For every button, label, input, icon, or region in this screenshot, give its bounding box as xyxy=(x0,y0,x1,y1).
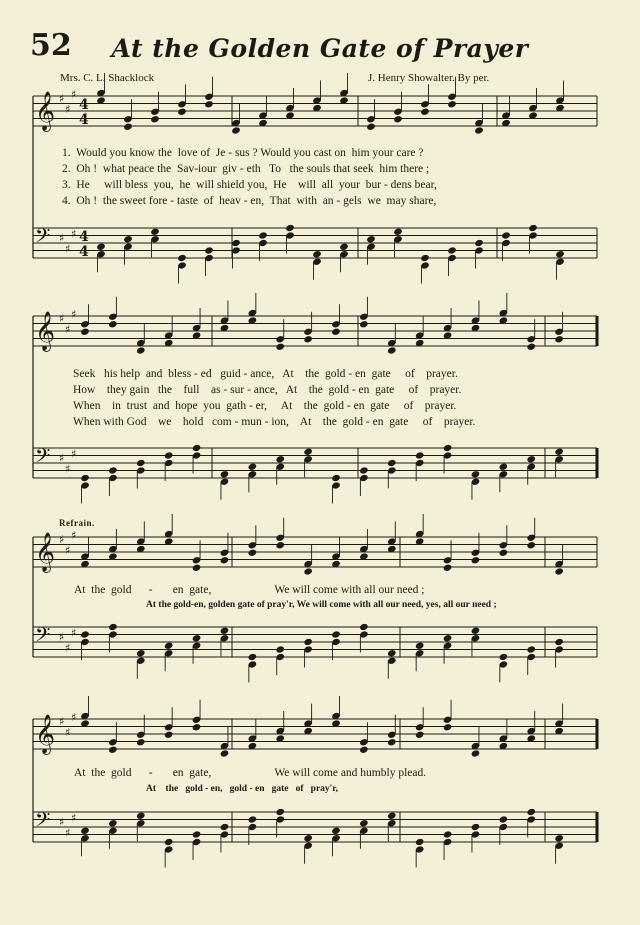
note-head xyxy=(80,630,90,638)
note-head xyxy=(164,731,174,739)
note-head xyxy=(528,224,538,232)
sharp-icon: ♯ xyxy=(65,544,71,557)
note-head xyxy=(415,451,425,459)
note-head xyxy=(366,235,376,243)
note-head xyxy=(526,343,536,351)
note-head xyxy=(248,463,258,471)
note-head xyxy=(303,834,313,842)
note-head xyxy=(471,470,481,478)
verse-block-2 xyxy=(73,368,475,432)
sharp-icon: ♯ xyxy=(71,811,77,825)
note-head xyxy=(359,623,369,631)
words-credit: Mrs. C. L. Shacklock xyxy=(60,72,155,84)
bass-clef-icon: 𝄢 xyxy=(35,444,51,472)
note-head xyxy=(387,812,397,820)
note-head xyxy=(192,723,202,731)
note-head xyxy=(177,254,187,262)
note-head xyxy=(443,723,453,731)
refrain-line-1-lower: At the gold-en, golden gate of pray'r, We will come with all our need, yes, all our need ; xyxy=(146,600,497,610)
verse-2-line-2: How they gain the full as - sur - ance, At the gold - en gate of prayer. xyxy=(73,384,462,396)
note-head xyxy=(108,466,118,474)
sharp-icon: ♯ xyxy=(65,641,71,655)
note-head xyxy=(123,123,133,131)
hymn-number: 52 xyxy=(30,28,72,63)
note-head xyxy=(204,100,214,108)
time-signature-top: 4 xyxy=(79,229,89,245)
note-head xyxy=(555,250,565,258)
sharp-icon: ♯ xyxy=(71,626,77,640)
note-head xyxy=(80,328,90,336)
note-head xyxy=(415,642,425,650)
sharp-icon: ♯ xyxy=(71,227,77,241)
note-head xyxy=(415,731,425,739)
note-head xyxy=(231,126,241,134)
note-head xyxy=(108,623,118,631)
note-head xyxy=(393,115,403,123)
note-head xyxy=(331,474,341,482)
note-head xyxy=(420,254,430,262)
note-head xyxy=(192,830,202,838)
note-head xyxy=(415,838,425,846)
note-head xyxy=(275,455,285,463)
note-head xyxy=(443,564,453,572)
sharp-icon: ♯ xyxy=(59,231,65,245)
note-head xyxy=(447,100,457,108)
sharp-icon: ♯ xyxy=(59,451,65,465)
note-head xyxy=(359,819,369,827)
treble-clef-icon: 𝄞 xyxy=(35,532,56,572)
refrain-line-2-lower: At the gold - en, gold - en gate of pray'r, xyxy=(146,784,339,794)
note-head xyxy=(387,346,397,354)
bass-clef-icon: 𝄢 xyxy=(35,808,51,836)
note-head xyxy=(220,556,230,564)
note-head xyxy=(501,231,511,239)
note-head xyxy=(393,228,403,236)
note-head xyxy=(471,627,481,635)
time-signature-top: 4 xyxy=(79,97,89,113)
verse-1-line-1: 1. Would you know the love of Je - sus ? Would you cast on him your care ? xyxy=(62,147,424,159)
note-head xyxy=(443,634,453,642)
note-head xyxy=(526,808,536,816)
note-head xyxy=(220,470,230,478)
note-head xyxy=(248,653,258,661)
note-head xyxy=(331,630,341,638)
note-head xyxy=(554,335,564,343)
note-head xyxy=(312,250,322,258)
sharp-icon: ♯ xyxy=(65,242,71,256)
note-head xyxy=(359,746,369,754)
note-head xyxy=(192,564,202,572)
note-head xyxy=(204,246,214,254)
note-head xyxy=(474,239,484,247)
note-head xyxy=(164,451,174,459)
note-head xyxy=(554,638,564,646)
verse-4-line-2: When with God we hold com - mun - ion, At the gold - en gate of prayer. xyxy=(73,416,476,428)
note-head xyxy=(80,827,90,835)
treble-clef-icon: 𝄞 xyxy=(35,91,56,131)
note-head xyxy=(443,830,453,838)
treble-clef-icon: 𝄞 xyxy=(35,714,56,754)
note-head xyxy=(471,556,481,564)
verse-4-line-1: 4. Oh ! the sweet fore - taste of heav - en, That with an - gels we may share, xyxy=(62,195,437,207)
note-head xyxy=(387,649,397,657)
note-head xyxy=(359,320,369,328)
time-signature-bottom: 4 xyxy=(79,112,89,128)
note-head xyxy=(123,235,133,243)
note-head xyxy=(258,231,268,239)
note-head xyxy=(136,346,146,354)
note-head xyxy=(136,812,146,820)
note-head xyxy=(192,634,202,642)
note-head xyxy=(164,642,174,650)
note-head xyxy=(303,335,313,343)
sharp-icon: ♯ xyxy=(71,529,77,542)
note-head xyxy=(150,228,160,236)
treble-clef-icon: 𝄞 xyxy=(35,311,56,351)
note-head xyxy=(150,115,160,123)
note-head xyxy=(499,815,509,823)
note-head xyxy=(387,738,397,746)
note-head xyxy=(136,649,146,657)
note-head xyxy=(554,834,564,842)
refrain-line-1-upper: At the gold - en gate, We will come with all our need ; xyxy=(74,584,425,596)
note-head xyxy=(220,627,230,635)
note-head xyxy=(248,549,258,557)
note-head xyxy=(285,224,295,232)
note-head xyxy=(220,823,230,831)
note-head xyxy=(192,444,202,452)
note-head xyxy=(231,239,241,247)
sharp-icon: ♯ xyxy=(65,726,71,739)
note-head xyxy=(136,738,146,746)
sharp-icon: ♯ xyxy=(65,462,71,476)
verse-1-line-2: Seek his help and bless - ed guid - ance, At the gold - en gate of prayer. xyxy=(73,368,458,380)
note-head xyxy=(359,466,369,474)
verse-3-line-2: When in trust and hope you gath - er, At the gold - en gate of prayer. xyxy=(73,400,457,412)
sharp-icon: ♯ xyxy=(71,308,77,321)
note-head xyxy=(108,746,118,754)
note-head xyxy=(339,243,349,251)
note-head xyxy=(164,838,174,846)
hymn-title: At the Golden Gate of Prayer xyxy=(111,34,529,63)
note-head xyxy=(471,749,481,757)
note-head xyxy=(554,448,564,456)
time-signature-bottom: 4 xyxy=(79,244,89,260)
note-head xyxy=(474,126,484,134)
note-head xyxy=(303,567,313,575)
sharp-icon: ♯ xyxy=(71,447,77,461)
sharp-icon: ♯ xyxy=(65,103,71,116)
sharp-icon: ♯ xyxy=(59,312,65,325)
verse-block-1 xyxy=(62,147,437,211)
sharp-icon: ♯ xyxy=(65,826,71,840)
note-head xyxy=(471,823,481,831)
note-head xyxy=(220,749,230,757)
sharp-icon: ♯ xyxy=(59,715,65,728)
note-head xyxy=(275,541,285,549)
sharp-icon: ♯ xyxy=(71,88,77,101)
note-head xyxy=(108,819,118,827)
note-head xyxy=(331,328,341,336)
note-head xyxy=(499,653,509,661)
verse-3-line-1: 3. He will bless you, he will shield you, He will all your bur - dens bear, xyxy=(62,179,437,191)
note-head xyxy=(366,123,376,131)
note-head xyxy=(248,815,258,823)
note-head xyxy=(275,808,285,816)
refrain-line-2-upper: At the gold - en gate, We will come and humbly plead. xyxy=(74,767,427,779)
note-head xyxy=(443,444,453,452)
note-head xyxy=(420,108,430,116)
sharp-icon: ♯ xyxy=(65,323,71,336)
note-head xyxy=(275,343,285,351)
note-head xyxy=(499,463,509,471)
sharp-icon: ♯ xyxy=(59,630,65,644)
verse-2-line-1: 2. Oh ! what peace the Sav-iour giv - eth To the souls that seek him there ; xyxy=(62,163,430,175)
note-head xyxy=(499,549,509,557)
refrain-label: Refrain. xyxy=(59,518,95,528)
note-head xyxy=(177,108,187,116)
note-head xyxy=(554,567,564,575)
note-head xyxy=(108,320,118,328)
note-head xyxy=(447,246,457,254)
note-head xyxy=(526,645,536,653)
note-head xyxy=(526,455,536,463)
note-head xyxy=(96,243,106,251)
note-head xyxy=(331,827,341,835)
bass-clef-icon: 𝄢 xyxy=(35,623,51,651)
note-head xyxy=(526,541,536,549)
sharp-icon: ♯ xyxy=(71,711,77,724)
sharp-icon: ♯ xyxy=(59,92,65,105)
note-head xyxy=(275,645,285,653)
bass-clef-icon: 𝄢 xyxy=(35,224,51,252)
note-head xyxy=(303,448,313,456)
note-head xyxy=(80,474,90,482)
note-head xyxy=(136,459,146,467)
sharp-icon: ♯ xyxy=(59,533,65,546)
music-credit: J. Henry Showalter. By per. xyxy=(368,72,490,84)
note-head xyxy=(303,638,313,646)
note-head xyxy=(387,459,397,467)
sharp-icon: ♯ xyxy=(59,815,65,829)
